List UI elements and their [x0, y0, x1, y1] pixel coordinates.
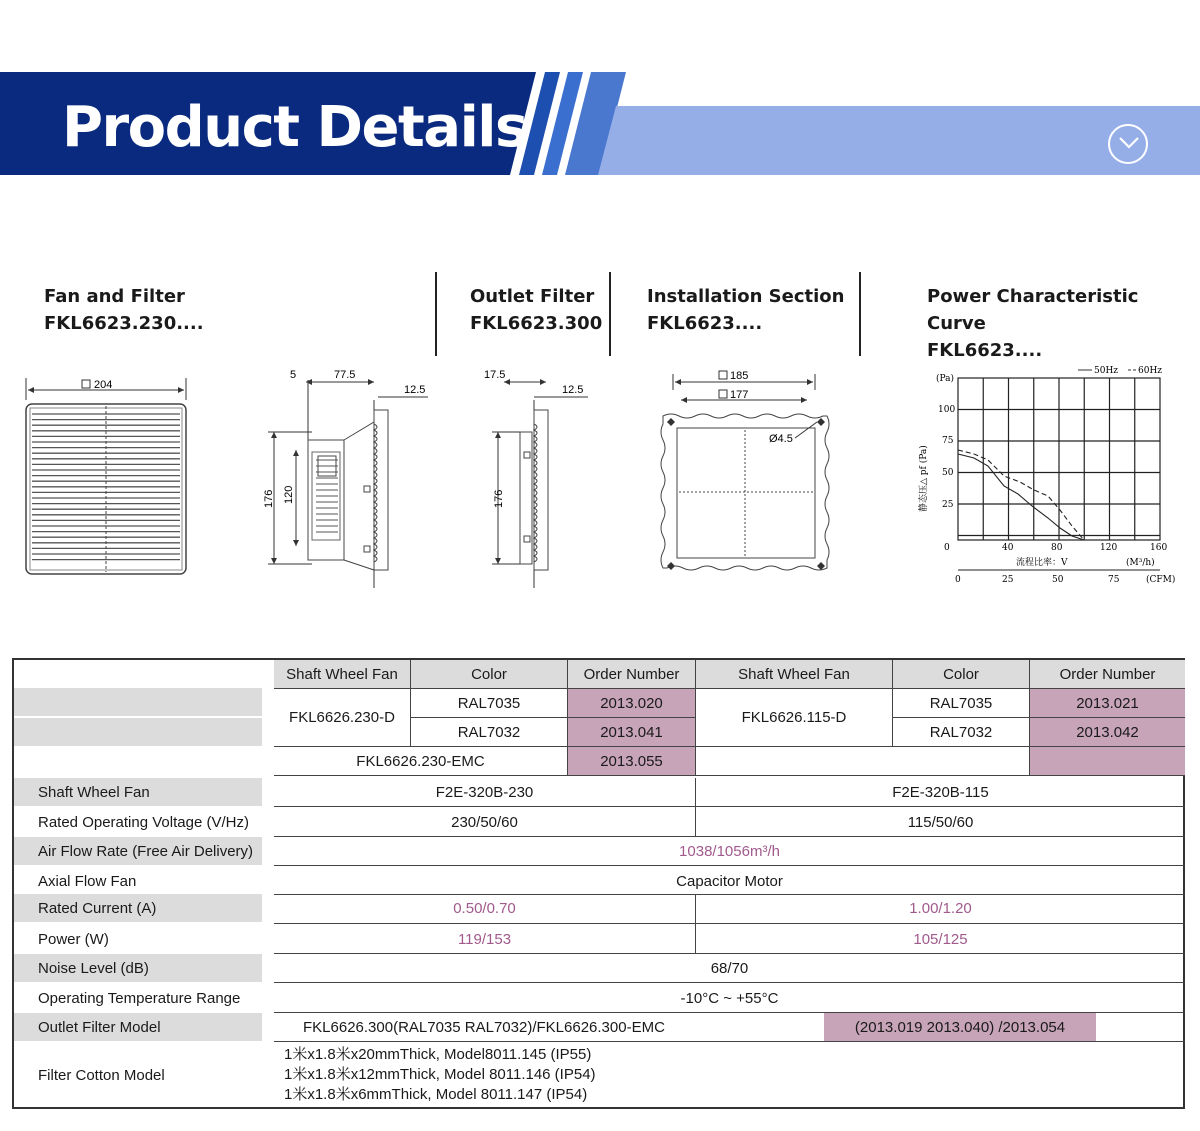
- page-title: Product Details: [62, 95, 527, 160]
- col-order-number: Order Number: [568, 660, 695, 688]
- grid-line: [892, 660, 893, 746]
- divider: [859, 272, 861, 356]
- power-curve-chart: [908, 360, 1178, 590]
- col-shaft-wheel-fan: Shaft Wheel Fan: [696, 660, 892, 688]
- row-label-power: Power (W): [14, 925, 262, 953]
- section-title: Installation Section: [647, 286, 845, 307]
- install-dim-outer: 185: [730, 370, 749, 382]
- y-tick: 0: [944, 543, 950, 553]
- x-unit-cfm: (CFM): [1146, 575, 1176, 585]
- legend-60hz: 60Hz: [1138, 366, 1163, 376]
- col-color: Color: [411, 660, 567, 688]
- y-tick: 50: [942, 468, 954, 478]
- install-dim-inner: 177: [730, 389, 749, 401]
- side-dim-b: 77.5: [334, 369, 356, 381]
- left-color-2: RAL7032: [457, 723, 521, 741]
- col-order-number: Order Number: [1030, 660, 1185, 688]
- x-tick: 80: [1051, 543, 1063, 553]
- y-tick: 25: [942, 500, 954, 510]
- row-label-noise: Noise Level (dB): [14, 954, 262, 982]
- x-tick-cfm: 25: [1002, 575, 1014, 585]
- section-model: FKL6623.230....: [44, 313, 204, 334]
- row-label-cotton: Filter Cotton Model: [14, 1043, 262, 1107]
- x-unit-m3h: (M³/h): [1126, 558, 1155, 568]
- grid-line: [695, 894, 696, 953]
- section-title: Outlet Filter: [470, 286, 595, 307]
- x-tick-cfm: 50: [1052, 575, 1064, 585]
- voltage-right: 115/50/60: [907, 813, 974, 831]
- y-tick: 75: [942, 436, 954, 446]
- grid-line: [567, 660, 568, 775]
- x-axis-label: 流程比率：V: [1016, 558, 1068, 568]
- section-installation: [647, 283, 844, 337]
- row-label-shaft-wheel-fan: Shaft Wheel Fan: [14, 778, 262, 806]
- current-right: 1.00/1.20: [909, 899, 972, 917]
- left-order-2: 2013.041: [568, 718, 695, 746]
- left-emc-model: FKL6626.230-EMC: [356, 752, 485, 770]
- power-left: 119/153: [457, 930, 512, 948]
- row-label-current: Rated Current (A): [14, 894, 262, 922]
- grid-line: [274, 1041, 1185, 1042]
- outlet-order-value: (2013.019 2013.040) /2013.054: [824, 1013, 1096, 1041]
- y-unit: (Pa): [936, 374, 955, 384]
- right-model: FKL6626.115-D: [741, 709, 847, 726]
- outlet-model-value: FKL6626.300(RAL7035 RAL7032)/FKL6626.300-EMC: [303, 1018, 665, 1036]
- row-label-axial: Axial Flow Fan: [14, 867, 262, 895]
- axial-value: Capacitor Motor: [676, 872, 783, 890]
- front-width-label: 204: [94, 379, 113, 391]
- col-color: Color: [893, 660, 1029, 688]
- air-flow-value: 1038/1056m³/h: [679, 842, 780, 860]
- x-tick-cfm: 75: [1108, 575, 1120, 585]
- right-color-1: RAL7035: [929, 694, 993, 712]
- grid-line: [274, 894, 1185, 895]
- legend-50hz: 50Hz: [1094, 366, 1119, 376]
- right-order-2: 2013.042: [1030, 718, 1185, 746]
- grid-line: [695, 778, 696, 836]
- side-dim-h2: 120: [283, 485, 295, 504]
- right-color-2: RAL7032: [929, 723, 993, 741]
- grid-line: [274, 865, 1185, 866]
- outlet-dim-a: 17.5: [484, 369, 506, 381]
- noise-value: 68/70: [710, 959, 749, 977]
- chevron-down-circle-icon[interactable]: [1108, 124, 1148, 164]
- left-color-1: RAL7035: [457, 694, 521, 712]
- section-model: FKL6623.300: [470, 313, 603, 334]
- section-power-curve: [927, 283, 1200, 364]
- section-model: FKL6623....: [927, 340, 1043, 361]
- col-shaft-wheel-fan: Shaft Wheel Fan: [274, 660, 410, 688]
- header-banner: [0, 72, 1200, 175]
- side-dim-c: 12.5: [404, 384, 426, 396]
- outlet-dim-h: 176: [493, 489, 505, 508]
- grid-line: [274, 953, 1185, 954]
- left-model: FKL6626.230-D: [289, 709, 395, 726]
- section-fan-filter: [44, 283, 204, 337]
- cotton-line: 1米x1.8米x6mmThick, Model 8011.147 (IP54): [284, 1086, 588, 1103]
- left-emc-order: 2013.055: [568, 747, 695, 775]
- x-tick: 40: [1002, 543, 1014, 553]
- section-title: Fan and Filter: [44, 286, 185, 307]
- grid-line: [274, 923, 1185, 924]
- current-left: 0.50/0.70: [453, 899, 516, 917]
- grid-line: [274, 775, 1185, 776]
- shaft-fan-left: F2E-320B-230: [435, 783, 534, 801]
- grid-line: [411, 717, 695, 718]
- row-label-outlet: Outlet Filter Model: [14, 1013, 262, 1041]
- outlet-dim-c: 12.5: [562, 384, 584, 396]
- side-dim-h1: 176: [263, 489, 275, 508]
- grid-line: [274, 746, 1185, 747]
- x-tick: 120: [1100, 543, 1118, 553]
- grid-line: [274, 982, 1185, 983]
- divider: [609, 272, 611, 356]
- left-order-1: 2013.020: [568, 689, 695, 717]
- blank-label-cell: [14, 718, 262, 746]
- temp-value: -10°C ~ +55°C: [680, 989, 779, 1007]
- section-title: Power Characteristic Curve: [927, 286, 1139, 334]
- grid-line: [410, 660, 411, 746]
- y-axis-label: 静态压△ pf (Pa): [919, 445, 929, 512]
- outlet-filter-drawing: [484, 360, 594, 592]
- row-label-temp: Operating Temperature Range: [14, 984, 262, 1012]
- cotton-line: 1米x1.8米x12mmThick, Model 8011.146 (IP54): [284, 1066, 596, 1083]
- section-model: FKL6623....: [647, 313, 763, 334]
- grid-line: [893, 717, 1185, 718]
- shaft-fan-right: F2E-320B-115: [892, 783, 989, 801]
- x-tick: 160: [1150, 543, 1168, 553]
- grid-line: [1029, 660, 1030, 775]
- grid-line: [695, 660, 696, 775]
- row-label-voltage: Rated Operating Voltage (V/Hz): [14, 808, 262, 836]
- grid-line: [274, 836, 1185, 837]
- cotton-values: [274, 1043, 1185, 1107]
- grid-line: [274, 806, 1185, 807]
- row-label-air-flow: Air Flow Rate (Free Air Delivery): [14, 837, 262, 865]
- right-order-1: 2013.021: [1030, 689, 1185, 717]
- x-tick-cfm: 0: [955, 575, 961, 585]
- front-view-drawing: [20, 360, 195, 585]
- section-outlet-filter: [470, 283, 602, 337]
- install-dim-hole: Ø4.5: [769, 433, 793, 445]
- spec-table: [12, 658, 1185, 1109]
- voltage-left: 230/50/60: [451, 813, 518, 831]
- blank-label-cell: [14, 688, 262, 716]
- cotton-line: 1米x1.8米x20mmThick, Model8011.145 (IP55): [284, 1046, 592, 1063]
- divider: [435, 272, 437, 356]
- power-right: 105/125: [913, 930, 968, 948]
- y-tick: 100: [938, 405, 956, 415]
- side-view-drawing: [250, 360, 435, 592]
- installation-drawing: [655, 360, 835, 585]
- right-emc-order-empty: [1030, 747, 1185, 775]
- side-dim-a: 5: [290, 369, 297, 381]
- grid-line: [274, 1012, 1185, 1013]
